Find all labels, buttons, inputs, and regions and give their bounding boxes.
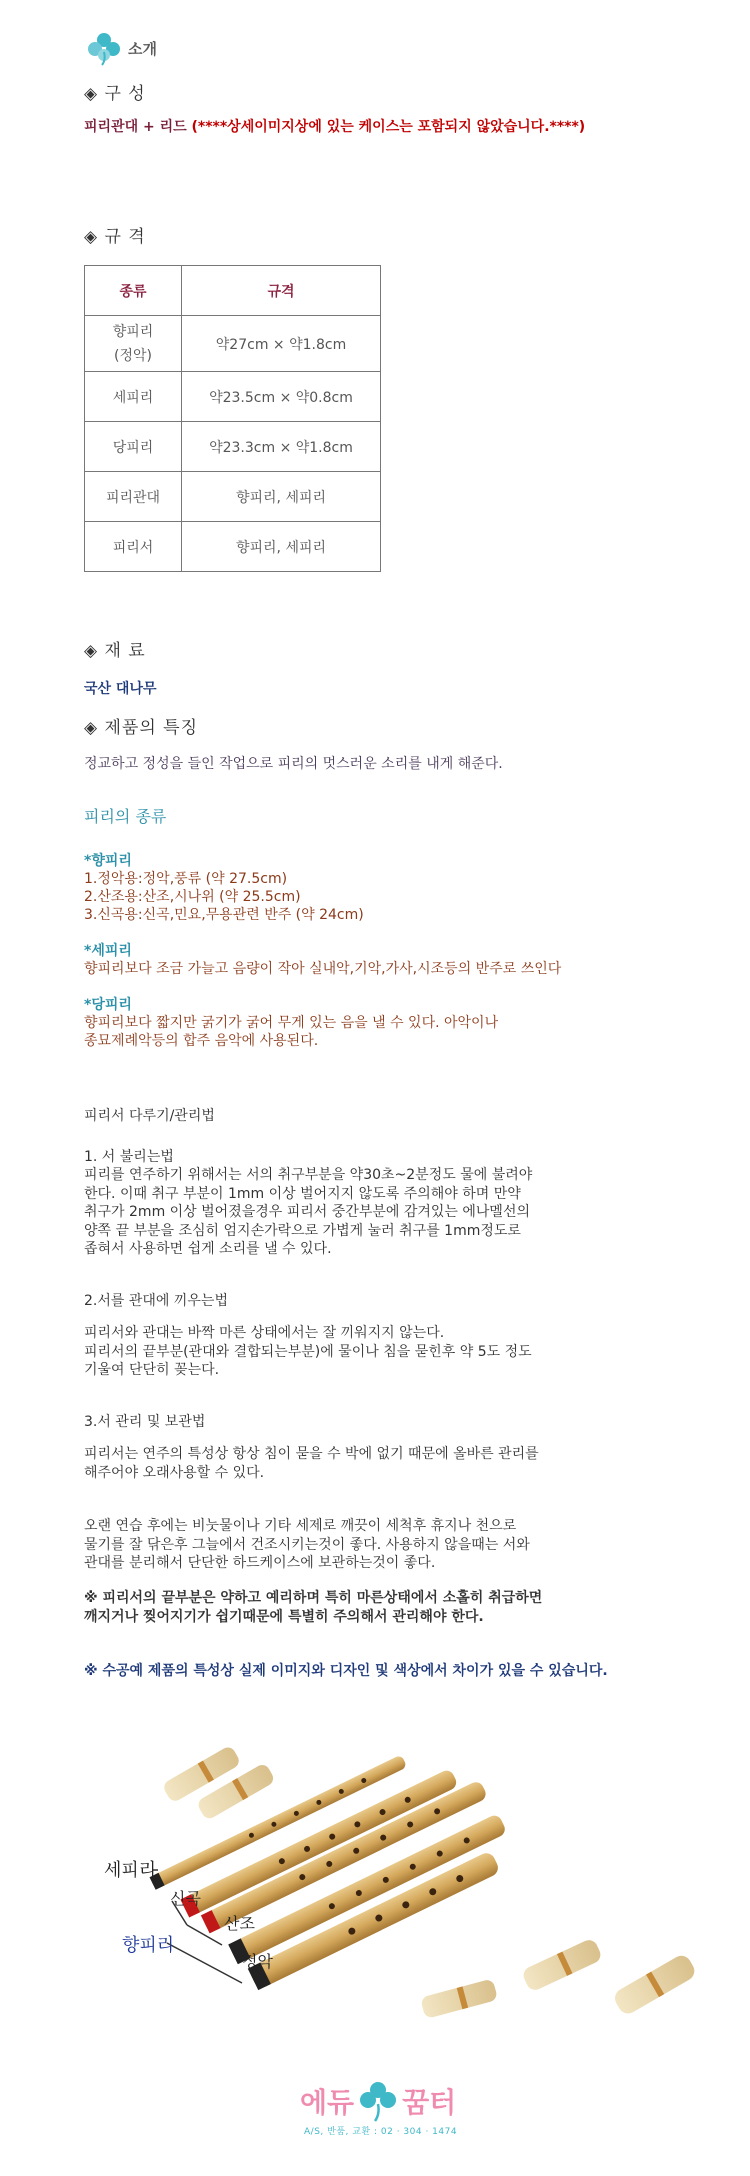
kinds-hyang-title: *향피리 (84, 853, 132, 869)
kinds-line: 3.신곡용:신곡,민요,무용관련 반주 (약 24cm) (84, 907, 364, 923)
kinds-dang-lines (84, 1014, 498, 1050)
logo-text-b: 꿈터 (402, 2086, 457, 2119)
kinds-se-lines (84, 960, 561, 978)
label-se: 세피리 (104, 1860, 157, 1881)
care-line: 피리서는 연주의 특성상 항상 침이 묻을 수 박에 없기 때문에 올바른 관리를 (84, 1446, 539, 1462)
composition-note: (****상세이미지상에 있는 케이스는 포함되지 않았습니다.****) (191, 119, 586, 135)
care-s1-body (84, 1166, 532, 1259)
care-s1-title: 1. 서 불리는법 (84, 1149, 174, 1165)
care-warning (84, 1589, 542, 1626)
care-line: 취구가 2mm 이상 벌어졌을경우 피리서 중간부분에 감겨있는 에나멜선의 (84, 1204, 531, 1220)
care-s2-body (84, 1324, 532, 1380)
care-line: 피리서의 끝부분(관대와 결합되는부분)에 물이나 침을 묻힌후 약 5도 정도 (84, 1343, 532, 1360)
kinds-se-title: *세피리 (84, 943, 132, 959)
composition-line (84, 118, 585, 136)
logo-contact: A/S, 반품, 교환 : 02 · 304 · 1474 (304, 2127, 458, 2137)
care-heading: 피리서 다루기/관리법 (84, 1108, 215, 1124)
reed-bottom-right-2 (521, 1937, 604, 1993)
spec-type: 당피리 (85, 422, 182, 472)
kinds-hyang-lines (84, 870, 364, 924)
care-line: 관대를 분리해서 단단한 하드케이스에 보관하는것이 좋다. (84, 1555, 436, 1571)
care-line: 해주어야 오래사용할 수 있다. (84, 1464, 265, 1481)
label-sanjo: 산조 (224, 1914, 255, 1933)
kinds-line: 종묘제례악등의 합주 음악에 사용된다. (84, 1033, 319, 1049)
kinds-dang-title: *당피리 (84, 997, 132, 1013)
spec-type: 향피리 (112, 323, 154, 340)
spec-size: 향피리, 세피리 (182, 472, 381, 522)
intro-header (84, 30, 157, 66)
spec-size: 약23.5cm × 약0.8cm (182, 372, 381, 422)
product-photo (92, 1715, 742, 2045)
logo-text-a: 에듀 (300, 2086, 355, 2119)
spec-row (85, 316, 381, 372)
care-line: 오랜 연습 후에는 비눗물이나 기타 세제로 깨끗이 세척후 휴지나 천으로 (84, 1518, 517, 1534)
care-line: 피리를 연주하기 위해서는 서의 취구부분을 약30초~2분정도 물에 불려야 (84, 1167, 533, 1183)
spec-type: 세피리 (85, 372, 182, 422)
care-line: 좁혀서 사용하면 쉽게 소리를 낼 수 있다. (84, 1241, 332, 1257)
spec-table (84, 265, 381, 572)
care-s3-body-b (84, 1517, 530, 1573)
features-text: 정교하고 정성을 들인 작업으로 피리의 멋스러운 소리를 내게 해준다. (84, 756, 503, 772)
intro-title: 소개 (128, 39, 157, 58)
clover-icon (84, 30, 124, 66)
spec-header-type: 종류 (85, 266, 182, 316)
spec-heading: ◈ 규 격 (84, 227, 146, 247)
composition-heading: ◈ 구 성 (84, 84, 146, 104)
kinds-line: 2.산조용:산조,시나위 (약 25.5cm) (84, 889, 301, 905)
spec-row (85, 522, 381, 572)
reed-bottom-right-1 (420, 1978, 498, 2019)
kinds-line: 향피리보다 조금 가늘고 음량이 작아 실내악,기악,가사,시조등의 반주로 쓰인다 (84, 961, 562, 977)
material-heading: ◈ 재 료 (84, 641, 146, 661)
kinds-line: 1.정악용:정악,풍류 (약 27.5cm) (84, 871, 288, 887)
care-line: 기울여 단단히 꽂는다. (84, 1362, 220, 1378)
kinds-heading: 피리의 종류 (84, 807, 167, 826)
label-jeongak: 정악 (242, 1952, 273, 1971)
care-line: 한다. 이때 취구 부분이 1mm 이상 벌어지지 않도록 주의해야 하며 만약 (84, 1185, 521, 1202)
spec-row (85, 422, 381, 472)
label-hyang: 향피리 (122, 1935, 175, 1956)
spec-type: 피리관대 (85, 472, 182, 522)
reed-bottom-right-3 (611, 1952, 698, 2017)
shop-logo (290, 2080, 490, 2170)
label-singok: 신곡 (170, 1889, 201, 1908)
spec-row (85, 472, 381, 522)
logo-wordmark (300, 2080, 490, 2122)
spec-size: 약23.3cm × 약1.8cm (182, 422, 381, 472)
care-warning-line: ※ 피리서의 끝부분은 약하고 예리하며 특히 마른상태에서 소홀히 취급하면 (84, 1590, 543, 1606)
composition-main: 피리관대 + 리드 (84, 119, 192, 135)
care-line: 피리서와 관대는 바짝 마른 상태에서는 잘 끼워지지 않는다. (84, 1325, 445, 1341)
care-line: 양쪽 끝 부분을 조심히 엄지손가락으로 가볍게 눌러 취구를 1mm정도로 (84, 1222, 521, 1239)
logo-clover-icon (358, 2080, 398, 2122)
spec-type: 피리서 (85, 522, 182, 572)
material-value: 국산 대나무 (84, 681, 157, 697)
care-s3-body-a (84, 1445, 539, 1482)
care-s3-title: 3.서 관리 및 보관법 (84, 1414, 206, 1430)
care-s2-title: 2.서를 관대에 끼우는법 (84, 1293, 228, 1309)
care-warning-line: 깨지거나 찢어지기가 쉽기때문에 특별히 주의해서 관리해야 한다. (84, 1608, 484, 1625)
spec-header-size: 규격 (182, 266, 381, 316)
spec-header-row (85, 266, 381, 316)
spec-size: 약27cm × 약1.8cm (182, 316, 381, 372)
features-heading: ◈ 제품의 특징 (84, 718, 198, 738)
kinds-line: 향피리보다 짧지만 굵기가 굵어 무게 있는 음을 낼 수 있다. 아악이나 (84, 1015, 499, 1031)
spec-size: 향피리, 세피리 (182, 522, 381, 572)
spec-type-cell (85, 316, 182, 372)
care-line: 물기를 잘 닦은후 그늘에서 건조시키는것이 좋다. 사용하지 않을때는 서와 (84, 1536, 530, 1553)
handmade-notice: ※ 수공예 제품의 특성상 실제 이미지와 디자인 및 색상에서 차이가 있을 수 있습니다. (84, 1663, 608, 1679)
spec-type-sub: (정악) (114, 347, 152, 364)
spec-row (85, 372, 381, 422)
